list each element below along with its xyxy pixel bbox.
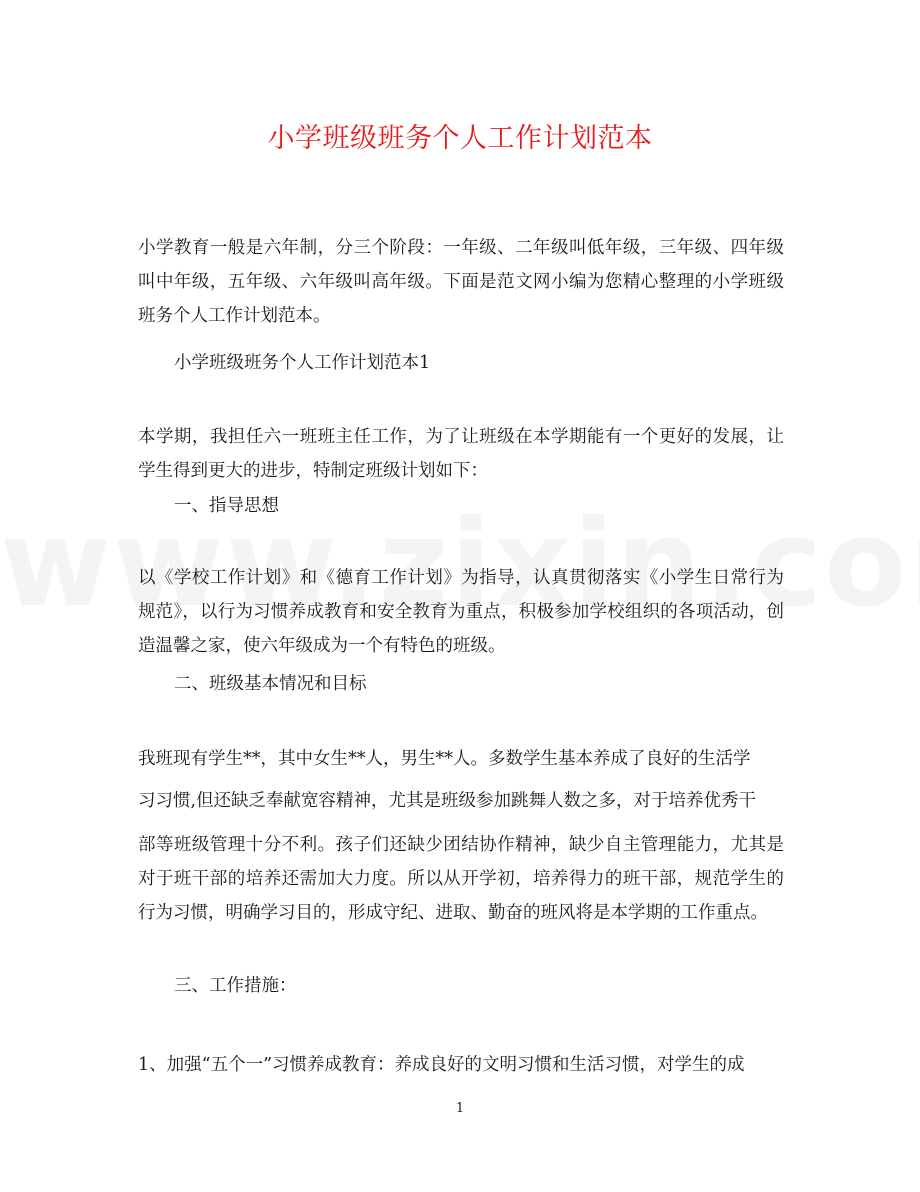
- page-title: 小学班级班务个人工作计划范本: [267, 123, 653, 154]
- paragraph-4: 1、加强“五个一”习惯养成教育：养成良好的文明习惯和生活习惯，对学生的成: [138, 1055, 745, 1075]
- section-heading-2: 二、班级基本情况和目标: [174, 674, 367, 694]
- paragraph-3-line-2: 习习惯,但还缺乏奉献宽容精神，尤其是班级参加跳舞人数之多，对于培养优秀干: [138, 791, 757, 811]
- paragraph-2: 以《学校工作计划》和《德育工作计划》为指导，认真贯彻落实《小学生日常行为规范》，以行为习惯养成教育和安全教育为重点，积极参加学校组织的各项活动，创造温馨之家，使六年级成为一个有特色的班级。: [138, 568, 784, 656]
- paragraph-3-rest: 部等班级管理十分不利。孩子们还缺少团结协作精神，缺少自主管理能力，尤其是对于班干部的培养还需加大力度。所以从开学初，培养得力的班干部，规范学生的行为习惯，明确学习目的，形成守纪、进取、勤奋的班风将是本学期的工作重点。: [138, 835, 784, 923]
- page-number: 1: [455, 1101, 465, 1116]
- intro-paragraph: 小学教育一般是六年制，分三个阶段：一年级、二年级叫低年级，三年级、四年级叫中年级，五年级、六年级叫高年级。下面是范文网小编为您精心整理的小学班级班务个人工作计划范本。: [138, 238, 784, 326]
- section-heading-3: 三、工作措施：: [174, 976, 297, 996]
- section-heading-1: 一、指导思想: [174, 496, 279, 516]
- paragraph-1: 本学期，我担任六一班班主任工作，为了让班级在本学期能有一个更好的发展，让学生得到更大的进步，特制定班级计划如下：: [138, 427, 784, 481]
- paragraph-3-line-1: 我班现有学生**，其中女生**人，男生**人。多数学生基本养成了良好的生活学: [138, 749, 751, 769]
- subheading-1: 小学班级班务个人工作计划范本1: [174, 353, 431, 373]
